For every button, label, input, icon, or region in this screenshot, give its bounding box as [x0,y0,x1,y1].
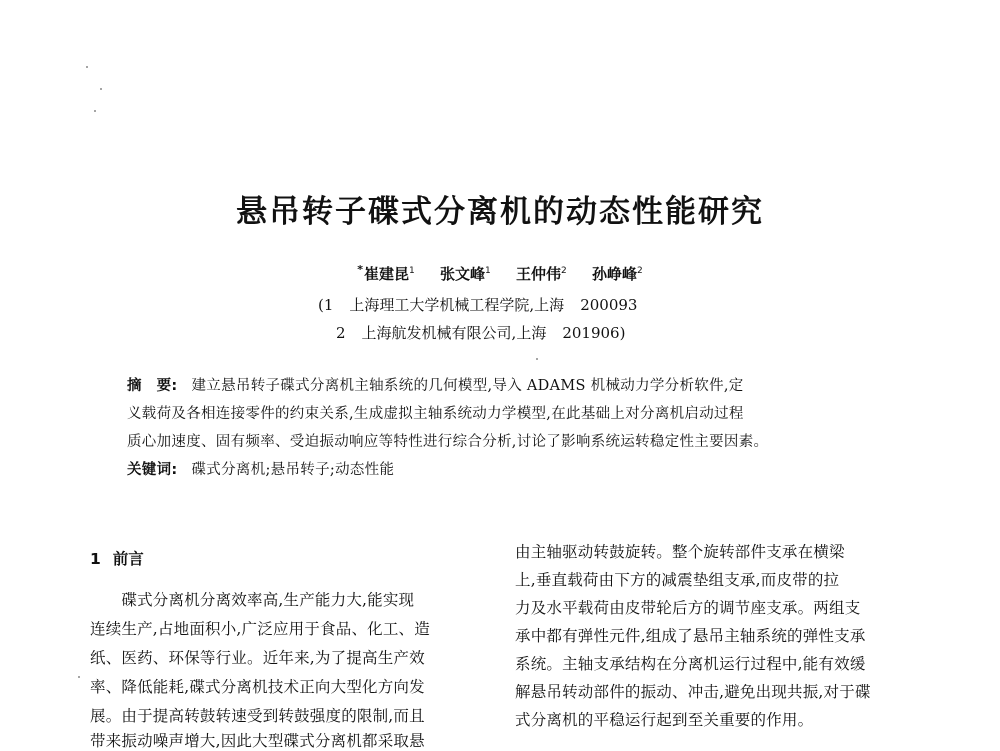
author: 张文峰$^1$ [440,265,491,283]
body-line: 纸、医药、环保等行业。近年来,为了提高生产效 [90,649,425,667]
scan-speck [86,66,88,68]
body-line: 式分离机的平稳运行起到至关重要的作用。 [515,711,814,729]
body-line: 率、降低能耗,碟式分离机技术正向大型化方向发 [90,678,425,696]
body-line: 解悬吊转动部件的振动、冲击,避免出现共振,对于碟 [515,683,871,701]
body-line: 带来振动噪声增大,因此大型碟式分离机都采取悬 [90,732,425,750]
scan-speck [536,358,538,360]
body-line: 上,垂直载荷由下方的减震垫组支承,而皮带的拉 [515,571,840,589]
body-line: 系统。主轴支承结构在分离机运行过程中,能有效缓 [515,655,866,673]
keywords-line: 关键词: 碟式分离机;悬吊转子;动态性能 [127,462,395,478]
abstract-label: 摘 要: [127,378,178,394]
body-line: 力及水平载荷由皮带轮后方的调节座支承。两组支 [515,599,861,617]
abstract-line: 质心加速度、固有频率、受迫振动响应等特性进行综合分析,讨论了影响系统运转稳定性主要因素。 [127,434,769,450]
author-list [0,263,1000,284]
affiliation-1: (1 上海理工大学机械工程学院,上海 200093 [318,296,638,314]
author: 王仲伟$^2$ [516,265,567,283]
author: 孙峥峰$^2$ [591,265,643,283]
affiliation-2: 2 上海航发机械有限公司,上海 201906) [336,324,626,342]
paper-title: 悬吊转子碟式分离机的动态性能研究 [236,194,764,230]
abstract-line: 摘 要: 建立悬吊转子碟式分离机主轴系统的几何模型,导入 ADAMS 机械动力学分析软件,定 [127,378,744,394]
author: *崔建昆$^1$ [357,263,415,283]
body-line: 承中都有弹性元件,组成了悬吊主轴系统的弹性支承 [515,627,866,645]
body-line: 由主轴驱动转鼓旋转。整个旋转部件支承在横梁 [515,543,845,561]
scan-speck [78,676,80,678]
scan-speck [94,110,96,112]
keywords-label: 关键词: [127,462,178,478]
body-line: 碟式分离机分离效率高,生产能力大,能实现 [90,591,415,609]
abstract-line: 义载荷及各相连接零件的约束关系,生成虚拟主轴系统动力学模型,在此基础上对分离机启动过程 [127,406,744,422]
body-line: 连续生产,占地面积小,广泛应用于食品、化工、造 [90,620,430,638]
body-line: 展。由于提高转鼓转速受到转鼓强度的限制,而且 [90,707,425,725]
scan-speck [100,88,102,90]
section-heading: 1 前言 [90,550,144,568]
